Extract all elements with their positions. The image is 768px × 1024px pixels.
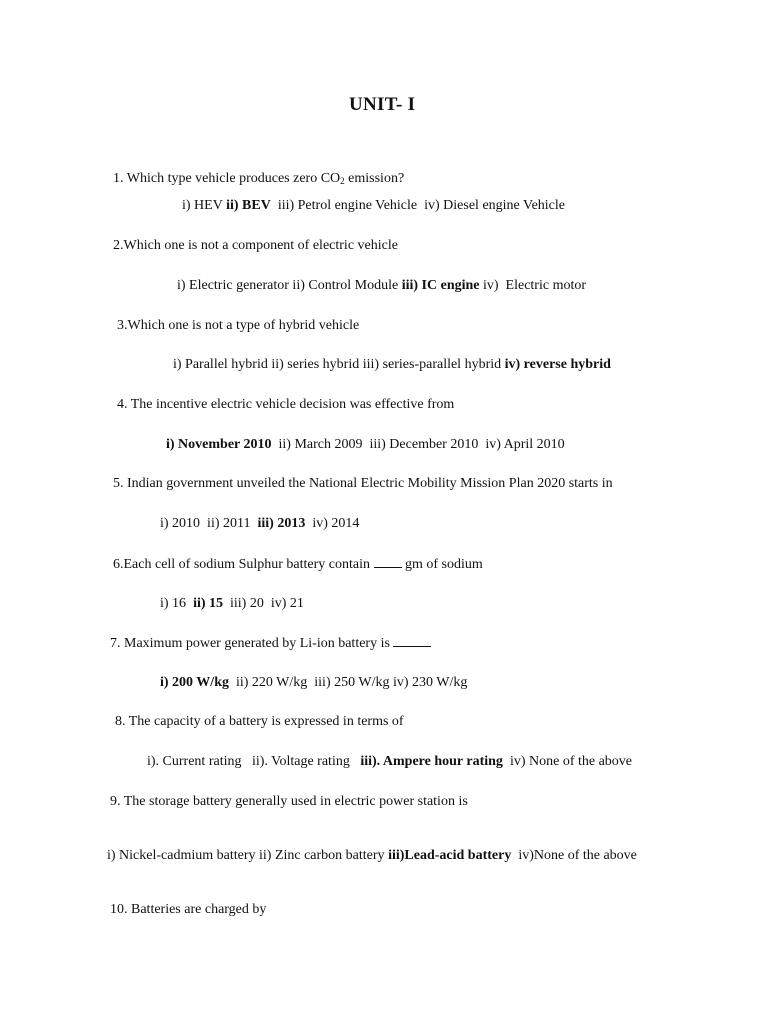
question-1-text-end: emission?: [344, 171, 405, 186]
option-text: i) Electric generator ii) Control Module: [177, 278, 402, 293]
correct-answer: i) 200 W/kg: [160, 675, 229, 690]
question-8: 8. The capacity of a battery is expressed in terms of: [115, 714, 404, 729]
option-text: iii) Petrol engine Vehicle iv) Diesel engine Vehicle: [270, 198, 565, 213]
question-7-text: 7. Maximum power generated by Li-ion battery is: [110, 636, 394, 651]
question-2-options: [177, 277, 586, 295]
option-text: i) 16: [160, 596, 194, 611]
question-1-options: [182, 197, 565, 215]
question-1: [113, 170, 404, 188]
correct-answer: ii) 15: [193, 596, 224, 611]
correct-answer: iv) reverse hybrid: [504, 357, 611, 372]
option-text: ii) March 2009 iii) December 2010 iv) April 2010: [271, 437, 565, 452]
question-6-options: [160, 595, 304, 613]
answer-blank: [393, 634, 431, 647]
question-9-options: [107, 847, 637, 865]
page-title: UNIT- I: [349, 94, 416, 115]
option-text: iv) Electric motor: [479, 278, 587, 293]
option-text: iv) 2014: [305, 516, 360, 531]
correct-answer: iii) 2013: [257, 516, 306, 531]
question-7-options: [160, 674, 467, 692]
question-8-options: [147, 753, 632, 771]
question-7: [110, 634, 431, 653]
question-1-text: 1. Which type vehicle produces zero CO: [113, 171, 341, 186]
option-text: i) 2010 ii) 2011: [160, 516, 258, 531]
correct-answer: iii)Lead-acid battery: [388, 848, 512, 863]
correct-answer: i) November 2010: [166, 437, 272, 452]
question-9: 9. The storage battery generally used in electric power station is: [110, 794, 468, 809]
question-10: 10. Batteries are charged by: [110, 902, 267, 917]
question-6-text-end: gm of sodium: [401, 557, 483, 572]
question-6-text: 6.Each cell of sodium Sulphur battery contain: [113, 557, 374, 572]
question-5-options: [160, 515, 359, 533]
option-text: i) Parallel hybrid ii) series hybrid iii) series-parallel hybrid: [173, 357, 505, 372]
correct-answer: iii) IC engine: [401, 278, 480, 293]
option-text: i) HEV: [182, 198, 227, 213]
question-4: 4. The incentive electric vehicle decision was effective from: [117, 397, 455, 412]
question-2: 2.Which one is not a component of electric vehicle: [113, 238, 398, 253]
option-text: iii) 20 iv) 21: [223, 596, 304, 611]
question-3: 3.Which one is not a type of hybrid vehicle: [117, 318, 360, 333]
question-1-subscript: 2: [340, 176, 345, 186]
question-4-options: [166, 436, 565, 454]
option-text: iv)None of the above: [511, 848, 637, 863]
option-text: i). Current rating ii). Voltage rating: [147, 754, 361, 769]
option-text: ii) 220 W/kg iii) 250 W/kg iv) 230 W/kg: [228, 675, 468, 690]
question-3-options: [173, 356, 611, 374]
option-text: i) Nickel-cadmium battery ii) Zinc carbon battery: [107, 848, 389, 863]
question-5: 5. Indian government unveiled the National Electric Mobility Mission Plan 2020 starts in: [113, 476, 613, 491]
correct-answer: ii) BEV: [226, 198, 271, 213]
answer-blank: [374, 555, 402, 568]
correct-answer: iii). Ampere hour rating: [360, 754, 503, 769]
option-text: iv) None of the above: [502, 754, 633, 769]
question-6: [113, 555, 483, 574]
